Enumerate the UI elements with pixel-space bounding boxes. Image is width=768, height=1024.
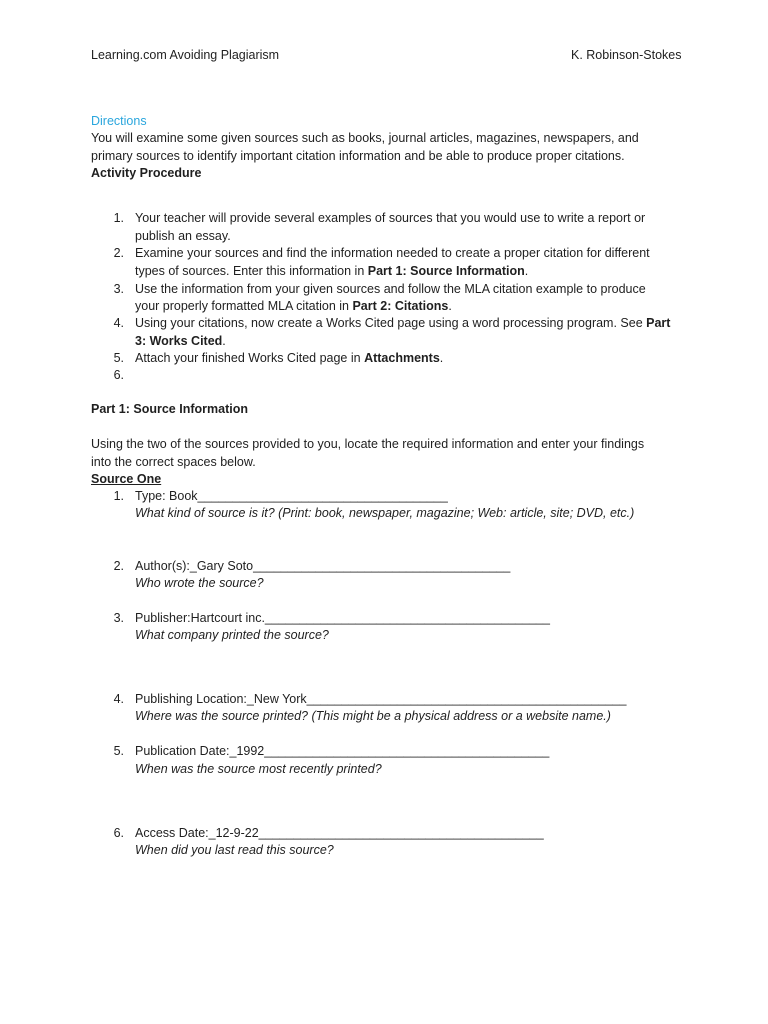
field-number: 1. (113, 489, 124, 503)
procedure-item-5-line1: Attach your finished Works Cited page in Attachments. (135, 351, 444, 365)
field-publication-date-entry: Publication Date:_1992_________________________________________ (135, 744, 550, 758)
procedure-item-2-line1: Examine your sources and find the information needed to create a proper citation for different (135, 246, 650, 260)
field-publisher-entry: Publisher:Hartcourt inc._________________________________________ (135, 611, 550, 625)
field-location-entry: Publishing Location:_New York______________________________________________ (135, 692, 627, 706)
procedure-number: 5. (113, 351, 124, 365)
field-number: 2. (113, 559, 124, 573)
part1-intro-line1: Using the two of the sources provided to you, locate the required information and enter your findings (91, 437, 645, 451)
procedure-item-4-line1: Using your citations, now create a Works Cited page using a word processing program. See Part (135, 316, 671, 330)
field-publisher-hint: What company printed the source? (135, 628, 329, 642)
procedure-number: 4. (113, 316, 124, 330)
field-number: 4. (113, 692, 124, 706)
procedure-item-4-line2: 3: Works Cited. (135, 334, 226, 348)
field-number: 5. (113, 744, 124, 758)
procedure-item-1-line2: publish an essay. (135, 229, 231, 243)
field-number: 3. (113, 611, 124, 625)
field-author-entry: Author(s):_Gary Soto_____________________________________ (135, 559, 511, 573)
field-number: 6. (113, 826, 124, 840)
header-left: Learning.com Avoiding Plagiarism (91, 48, 280, 62)
part1-intro-line2: into the correct spaces below. (91, 455, 256, 469)
part1-heading: Part 1: Source Information (91, 402, 248, 416)
field-access-date-hint: When did you last read this source? (135, 843, 334, 857)
activity-procedure-heading: Activity Procedure (91, 166, 202, 180)
procedure-number: 6. (113, 368, 124, 382)
procedure-item-1-line1: Your teacher will provide several examples of sources that you would use to write a report or (135, 211, 646, 225)
procedure-item-3-line2: your properly formatted MLA citation in Part 2: Citations. (135, 299, 452, 313)
field-author-hint: Who wrote the source? (135, 576, 264, 590)
header-right: K. Robinson-Stokes (571, 48, 682, 62)
field-type-entry: Type: Book____________________________________ (135, 489, 448, 503)
field-access-date-entry: Access Date:_12-9-22_________________________________________ (135, 826, 544, 840)
procedure-number: 3. (113, 282, 124, 296)
field-publication-date-hint: When was the source most recently printed? (135, 762, 382, 776)
source-one-heading: Source One (91, 472, 162, 486)
field-location-hint: Where was the source printed? (This might be a physical address or a website name.) (135, 709, 611, 723)
directions-text-line2: primary sources to identify important citation information and be able to produce proper citations. (91, 149, 625, 163)
procedure-number: 1. (113, 211, 124, 225)
procedure-number: 2. (113, 246, 124, 260)
field-type-hint: What kind of source is it? (Print: book, newspaper, magazine; Web: article, site; DVD, etc.) (135, 506, 635, 520)
directions-heading: Directions (91, 114, 147, 128)
procedure-item-2-line2: types of sources. Enter this information in Part 1: Source Information. (135, 264, 529, 278)
procedure-item-3-line1: Use the information from your given sources and follow the MLA citation example to produce (135, 282, 646, 296)
directions-text-line1: You will examine some given sources such as books, journal articles, magazines, newspapers, and (91, 131, 639, 145)
